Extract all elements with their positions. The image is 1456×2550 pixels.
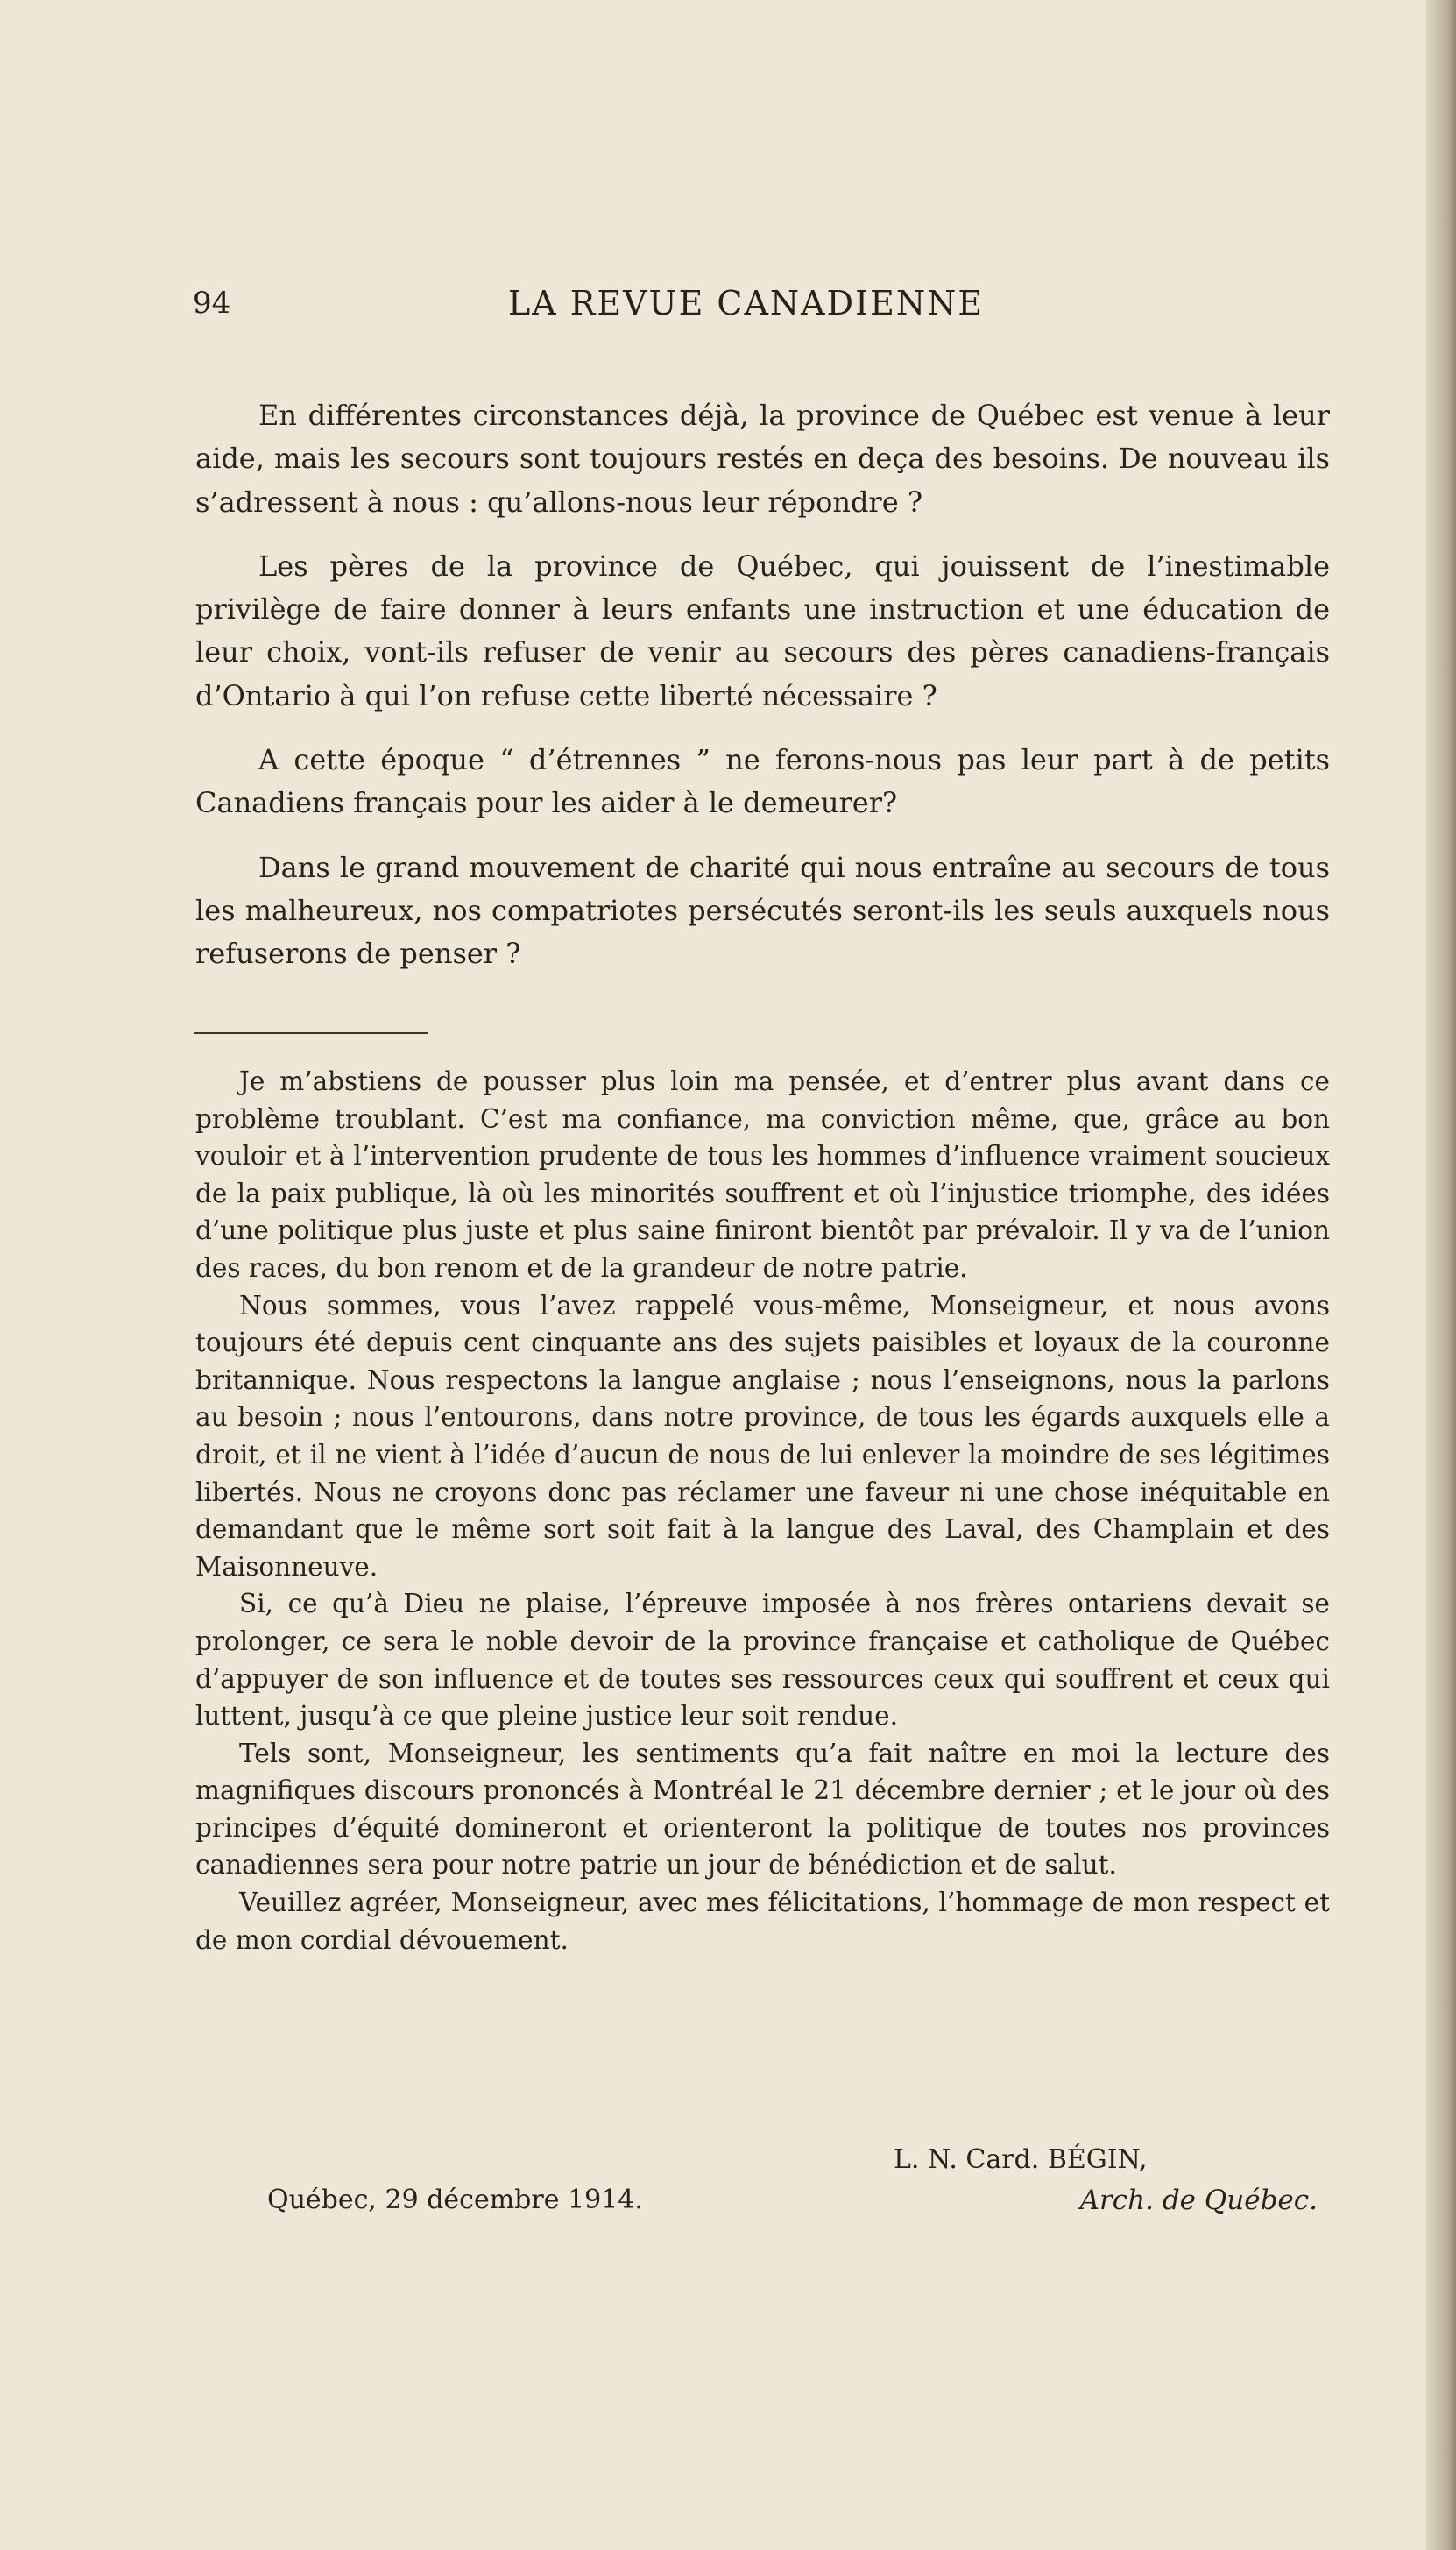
paragraph: Les pères de la province de Québec, qui jouissent de l’inestimable privilège de faire donner à leurs enfants une instruction et une éducation de leur choix, vont-ils refuser de venir au secours des pères canadiens-français d’Ontario à qui l’on refuse cette liberté nécessaire ? bbox=[195, 549, 1330, 712]
paragraph: A cette époque “ d’étrennes ” ne ferons-nous pas leur part à de petits Canadiens français pour les aider à le demeurer? bbox=[195, 743, 1330, 820]
appeal-section bbox=[195, 394, 1330, 997]
paragraph: Tels sont, Monseigneur, les sentiments qu’a fait naître en moi la lecture des magnifiques discours prononcés à Montréal le 21 décembre dernier ; et le jour où des principes d’équité domineront et orienteront la politique de toutes nos provinces canadiennes sera pour notre patrie un jour de bénédiction et de salut. bbox=[195, 1738, 1330, 1881]
signature-place-date: Québec, 29 décembre 1914. bbox=[267, 2185, 643, 2215]
paragraph: Je m’abstiens de pousser plus loin ma pensée, et d’entrer plus avant dans ce problème troublant. C’est ma confiance, ma conviction même, que, grâce au bon vouloir et à l’intervention prudente de tous les hommes d’influence vraiment soucieux de la paix publique, là où les minorités souffrent et où l’injustice triomphe, des idées d’une politique plus juste et plus saine finiront bientôt par prévaloir. Il y va de l’union des races, du bon renom et de la grandeur de notre patrie. bbox=[195, 1066, 1330, 1283]
paragraph: Veuillez agréer, Monseigneur, avec mes félicitations, l’hommage de mon respect et de mon cordial dévouement. bbox=[195, 1888, 1330, 1955]
signature-title: Arch. de Québec. bbox=[1079, 2185, 1318, 2216]
letter-section bbox=[195, 1063, 1330, 1959]
book-spine-shadow bbox=[1426, 0, 1456, 2550]
paragraph: Dans le grand mouvement de charité qui nous entraîne au secours de tous les malheureux, nos compatriotes persécutés seront-ils les seuls auxquels nous refuserons de penser ? bbox=[195, 850, 1330, 971]
signature-name: L. N. Card. BÉGIN, bbox=[894, 2144, 1148, 2175]
page-number: 94 bbox=[193, 286, 231, 321]
running-header bbox=[193, 282, 1332, 324]
running-title: LA REVUE CANADIENNE bbox=[508, 284, 985, 322]
paragraph: Nous sommes, vous l’avez rappelé vous-même, Monseigneur, et nous avons toujours été depuis cent cinquante ans des sujets paisibles et loyaux de la couronne britannique. Nous respectons la langue anglaise ; nous l’enseignons, nous la parlons au besoin ; nous l’entourons, dans notre province, de tous les égards auxquels elle a droit, et il ne vient à l’idée d’aucun de nous de lui enlever la moindre de ses légitimes libertés. Nous ne croyons donc pas réclamer une faveur ni une chose inéquitable en demandant que le même sort soit fait à la langue des Laval, des Champlain et des Maisonneuve. bbox=[195, 1290, 1330, 1582]
paragraph: En différentes circonstances déjà, la province de Québec est venue à leur aide, mais les secours sont toujours restés en deça des besoins. De nouveau ils s’adressent à nous : qu’allons-nous leur répondre ? bbox=[195, 399, 1330, 519]
section-divider bbox=[194, 1032, 428, 1034]
paragraph: Si, ce qu’à Dieu ne plaise, l’épreuve imposée à nos frères ontariens devait se prolonger, ce sera le noble devoir de la province française et catholique de Québec d’appuyer de son influence et de toutes ses ressources ceux qui souffrent et ceux qui luttent, jusqu’à ce que pleine justice leur soit rendue. bbox=[195, 1589, 1330, 1732]
